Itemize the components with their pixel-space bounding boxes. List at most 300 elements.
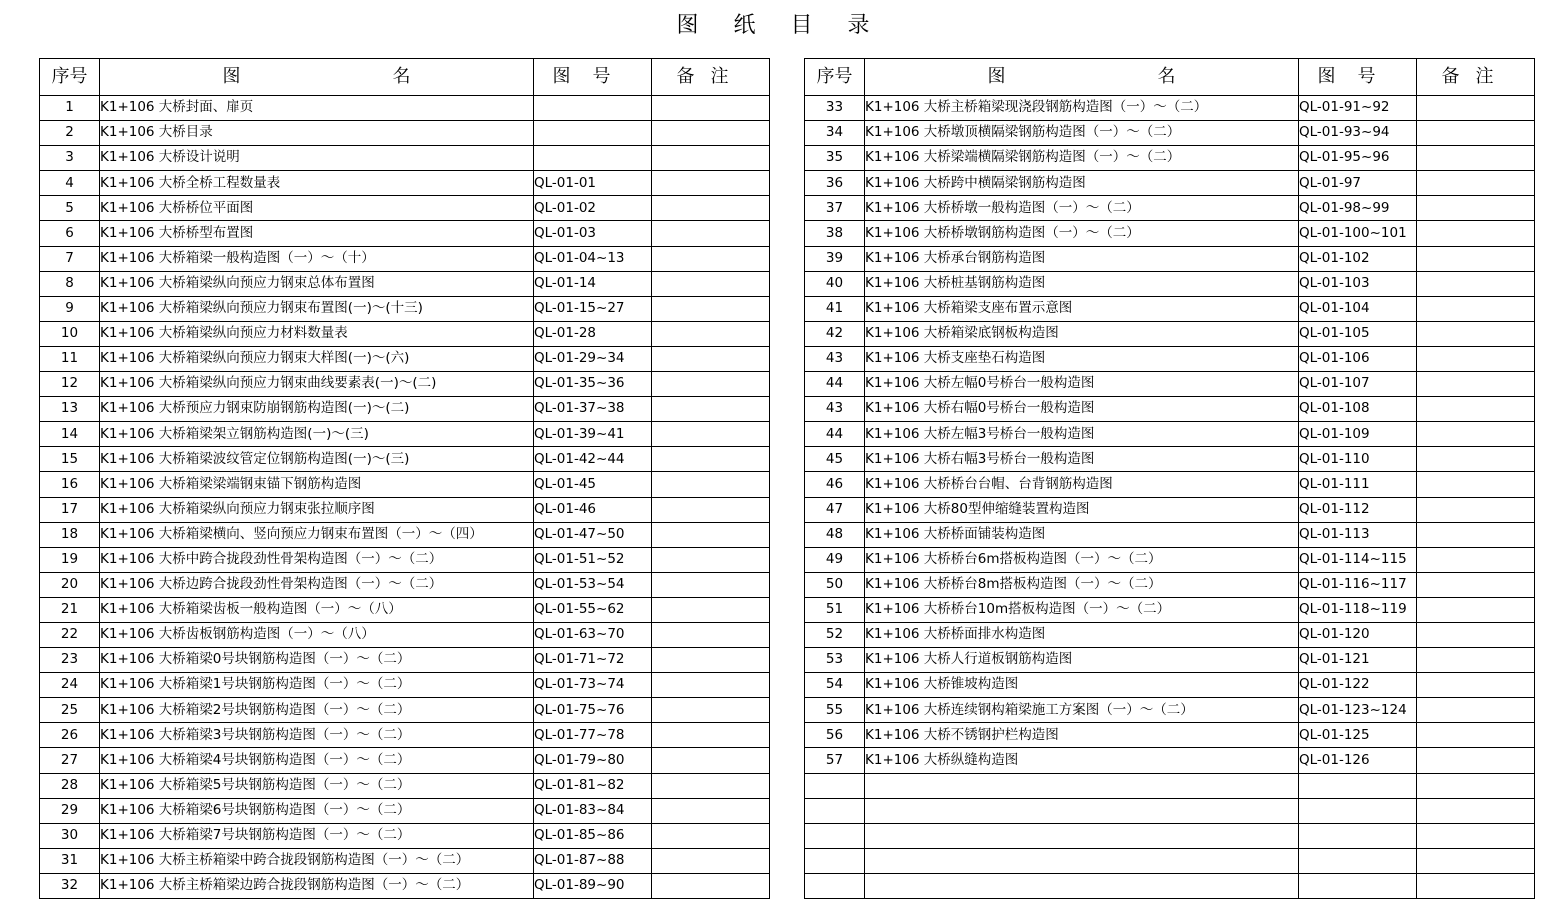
- row-number: 47: [805, 497, 865, 522]
- header-code: 图号: [534, 59, 652, 96]
- drawing-code: [1299, 823, 1417, 848]
- header-row: [805, 59, 1535, 96]
- drawing-note: [652, 622, 770, 647]
- drawing-code: QL-01-45: [534, 472, 652, 497]
- drawing-name: [865, 773, 1299, 798]
- table-row: [805, 823, 1535, 848]
- drawing-name: K1+106 大桥箱梁支座布置示意图: [865, 296, 1299, 321]
- table-row: [805, 572, 1535, 597]
- row-number: 55: [805, 698, 865, 723]
- row-number: 37: [805, 196, 865, 221]
- drawing-name: K1+106 大桥预应力钢束防崩钢筋构造图(一)～(二): [100, 397, 534, 422]
- drawing-note: [1417, 522, 1535, 547]
- table-row: [805, 497, 1535, 522]
- drawing-note: [652, 96, 770, 121]
- drawing-name: K1+106 大桥箱梁梁端钢束锚下钢筋构造图: [100, 472, 534, 497]
- drawing-name: K1+106 大桥目录: [100, 121, 534, 146]
- drawing-note: [652, 271, 770, 296]
- row-number: 42: [805, 321, 865, 346]
- row-number: [805, 773, 865, 798]
- drawing-name: K1+106 大桥箱梁纵向预应力钢束布置图(一)～(十三): [100, 296, 534, 321]
- table-row: [40, 397, 770, 422]
- catalog-table-left: [39, 58, 770, 899]
- table-row: [805, 597, 1535, 622]
- drawing-name: K1+106 大桥主桥箱梁现浇段钢筋构造图（一）～（二）: [865, 96, 1299, 121]
- drawing-note: [652, 572, 770, 597]
- row-number: 18: [40, 522, 100, 547]
- drawing-name: K1+106 大桥桥台8m搭板构造图（一）～（二）: [865, 572, 1299, 597]
- row-number: 19: [40, 547, 100, 572]
- table-row: [40, 171, 770, 196]
- drawing-note: [1417, 673, 1535, 698]
- drawing-code: QL-01-97: [1299, 171, 1417, 196]
- drawing-note: [1417, 823, 1535, 848]
- drawing-note: [1417, 246, 1535, 271]
- drawing-code: QL-01-42~44: [534, 447, 652, 472]
- row-number: 15: [40, 447, 100, 472]
- drawing-name: K1+106 大桥右幅3号桥台一般构造图: [865, 447, 1299, 472]
- table-row: [40, 221, 770, 246]
- drawing-name: K1+106 大桥桥墩一般构造图（一）～（二）: [865, 196, 1299, 221]
- drawing-code: QL-01-105: [1299, 321, 1417, 346]
- row-number: 2: [40, 121, 100, 146]
- drawing-note: [1417, 648, 1535, 673]
- drawing-name: K1+106 大桥箱梁7号块钢筋构造图（一）～（二）: [100, 823, 534, 848]
- drawing-note: [1417, 221, 1535, 246]
- drawing-note: [1417, 547, 1535, 572]
- drawing-code: QL-01-107: [1299, 372, 1417, 397]
- drawing-name: K1+106 大桥左幅3号桥台一般构造图: [865, 422, 1299, 447]
- drawing-name: [865, 873, 1299, 898]
- drawing-code: QL-01-04~13: [534, 246, 652, 271]
- drawing-note: [652, 121, 770, 146]
- drawing-name: K1+106 大桥不锈钢护栏构造图: [865, 723, 1299, 748]
- table-row: [40, 121, 770, 146]
- row-number: 43: [805, 397, 865, 422]
- header-code: 图号: [1299, 59, 1417, 96]
- drawing-code: QL-01-83~84: [534, 798, 652, 823]
- row-number: 24: [40, 673, 100, 698]
- table-row: [805, 622, 1535, 647]
- table-row: [805, 522, 1535, 547]
- row-number: 13: [40, 397, 100, 422]
- table-row: [805, 221, 1535, 246]
- drawing-code: [1299, 773, 1417, 798]
- drawing-code: [534, 96, 652, 121]
- drawing-note: [1417, 597, 1535, 622]
- drawing-name: K1+106 大桥设计说明: [100, 146, 534, 171]
- row-number: 49: [805, 547, 865, 572]
- row-number: 56: [805, 723, 865, 748]
- drawing-note: [1417, 296, 1535, 321]
- drawing-note: [652, 648, 770, 673]
- table-row: [805, 321, 1535, 346]
- drawing-code: QL-01-98~99: [1299, 196, 1417, 221]
- row-number: 54: [805, 673, 865, 698]
- drawing-note: [1417, 271, 1535, 296]
- drawing-code: QL-01-91~92: [1299, 96, 1417, 121]
- row-number: 44: [805, 422, 865, 447]
- drawing-code: QL-01-14: [534, 271, 652, 296]
- row-number: 5: [40, 196, 100, 221]
- drawing-note: [1417, 171, 1535, 196]
- drawing-note: [1417, 121, 1535, 146]
- table-row: [40, 372, 770, 397]
- table-row: [40, 823, 770, 848]
- drawing-name: K1+106 大桥支座垫石构造图: [865, 346, 1299, 371]
- drawing-code: QL-01-93~94: [1299, 121, 1417, 146]
- drawing-name: K1+106 大桥箱梁2号块钢筋构造图（一）～（二）: [100, 698, 534, 723]
- drawing-code: QL-01-85~86: [534, 823, 652, 848]
- drawing-name: K1+106 大桥箱梁1号块钢筋构造图（一）～（二）: [100, 673, 534, 698]
- table-row: [40, 798, 770, 823]
- drawing-note: [652, 422, 770, 447]
- drawing-name: [865, 798, 1299, 823]
- drawing-code: QL-01-79~80: [534, 748, 652, 773]
- header-note: 备注: [1417, 59, 1535, 96]
- row-number: 20: [40, 572, 100, 597]
- drawing-note: [1417, 572, 1535, 597]
- table-row: [805, 873, 1535, 898]
- drawing-name: [865, 848, 1299, 873]
- table-row: [40, 196, 770, 221]
- table-row: [805, 146, 1535, 171]
- row-number: 3: [40, 146, 100, 171]
- page-title: 图 纸 目 录: [676, 13, 884, 38]
- row-number: 52: [805, 622, 865, 647]
- drawing-code: QL-01-35~36: [534, 372, 652, 397]
- row-number: 32: [40, 873, 100, 898]
- drawing-code: QL-01-29~34: [534, 346, 652, 371]
- drawing-code: QL-01-01: [534, 171, 652, 196]
- table-row: [805, 698, 1535, 723]
- row-number: 36: [805, 171, 865, 196]
- table-row: [805, 121, 1535, 146]
- table-row: [805, 748, 1535, 773]
- row-number: 4: [40, 171, 100, 196]
- row-number: 29: [40, 798, 100, 823]
- drawing-name: K1+106 大桥墩顶横隔梁钢筋构造图（一）～（二）: [865, 121, 1299, 146]
- row-number: 41: [805, 296, 865, 321]
- drawing-note: [1417, 873, 1535, 898]
- row-number: 40: [805, 271, 865, 296]
- drawing-note: [652, 848, 770, 873]
- drawing-name: K1+106 大桥右幅0号桥台一般构造图: [865, 397, 1299, 422]
- drawing-code: QL-01-100~101: [1299, 221, 1417, 246]
- drawing-code: QL-01-106: [1299, 346, 1417, 371]
- drawing-code: QL-01-123~124: [1299, 698, 1417, 723]
- drawing-note: [652, 472, 770, 497]
- header-name: 图 名: [100, 59, 534, 96]
- table-row: [40, 622, 770, 647]
- table-row: [40, 271, 770, 296]
- drawing-name: K1+106 大桥箱梁一般构造图（一）～（十）: [100, 246, 534, 271]
- row-number: [805, 798, 865, 823]
- table-row: [805, 346, 1535, 371]
- row-number: 14: [40, 422, 100, 447]
- drawing-note: [652, 447, 770, 472]
- drawing-code: QL-01-109: [1299, 422, 1417, 447]
- table-row: [805, 848, 1535, 873]
- drawing-code: QL-01-120: [1299, 622, 1417, 647]
- table-row: [40, 547, 770, 572]
- drawing-code: QL-01-39~41: [534, 422, 652, 447]
- drawing-note: [652, 547, 770, 572]
- drawing-code: QL-01-108: [1299, 397, 1417, 422]
- drawing-note: [652, 773, 770, 798]
- drawing-note: [652, 321, 770, 346]
- drawing-note: [1417, 422, 1535, 447]
- row-number: 21: [40, 597, 100, 622]
- drawing-name: K1+106 大桥中跨合拢段劲性骨架构造图（一）～（二）: [100, 547, 534, 572]
- drawing-code: QL-01-81~82: [534, 773, 652, 798]
- drawing-name: K1+106 大桥箱梁纵向预应力钢束张拉顺序图: [100, 497, 534, 522]
- drawing-name: K1+106 大桥箱梁纵向预应力材料数量表: [100, 321, 534, 346]
- drawing-name: K1+106 大桥箱梁6号块钢筋构造图（一）～（二）: [100, 798, 534, 823]
- header-name: 图 名: [865, 59, 1299, 96]
- drawing-code: QL-01-46: [534, 497, 652, 522]
- table-row: [805, 96, 1535, 121]
- drawing-note: [1417, 773, 1535, 798]
- drawing-code: QL-01-37~38: [534, 397, 652, 422]
- drawing-name: K1+106 大桥桥台台帽、台背钢筋构造图: [865, 472, 1299, 497]
- drawing-note: [1417, 146, 1535, 171]
- drawing-note: [1417, 321, 1535, 346]
- drawing-name: K1+106 大桥桥台10m搭板构造图（一）～（二）: [865, 597, 1299, 622]
- drawing-name: K1+106 大桥箱梁纵向预应力钢束总体布置图: [100, 271, 534, 296]
- drawing-note: [652, 196, 770, 221]
- row-number: 11: [40, 346, 100, 371]
- table-row: [805, 723, 1535, 748]
- drawing-code: QL-01-03: [534, 221, 652, 246]
- drawing-name: K1+106 大桥封面、扉页: [100, 96, 534, 121]
- drawing-code: QL-01-114~115: [1299, 547, 1417, 572]
- drawing-code: QL-01-77~78: [534, 723, 652, 748]
- drawing-note: [1417, 848, 1535, 873]
- row-number: 57: [805, 748, 865, 773]
- table-row: [805, 798, 1535, 823]
- drawing-note: [652, 497, 770, 522]
- drawing-code: QL-01-122: [1299, 673, 1417, 698]
- drawing-name: K1+106 大桥桥面铺装构造图: [865, 522, 1299, 547]
- table-row: [805, 422, 1535, 447]
- drawing-note: [652, 698, 770, 723]
- drawing-name: K1+106 大桥纵缝构造图: [865, 748, 1299, 773]
- drawing-code: QL-01-125: [1299, 723, 1417, 748]
- drawing-name: K1+106 大桥箱梁纵向预应力钢束曲线要素表(一)～(二): [100, 372, 534, 397]
- row-number: 43: [805, 346, 865, 371]
- table-row: [805, 397, 1535, 422]
- drawing-note: [1417, 748, 1535, 773]
- table-row: [40, 748, 770, 773]
- drawing-code: [1299, 848, 1417, 873]
- row-number: 23: [40, 648, 100, 673]
- row-number: [805, 823, 865, 848]
- table-row: [40, 447, 770, 472]
- table-row: [40, 422, 770, 447]
- drawing-code: QL-01-121: [1299, 648, 1417, 673]
- row-number: 25: [40, 698, 100, 723]
- drawing-note: [1417, 622, 1535, 647]
- drawing-code: QL-01-95~96: [1299, 146, 1417, 171]
- drawing-code: QL-01-02: [534, 196, 652, 221]
- table-row: [805, 271, 1535, 296]
- drawing-code: QL-01-55~62: [534, 597, 652, 622]
- drawing-name: K1+106 大桥连续钢构箱梁施工方案图（一）～（二）: [865, 698, 1299, 723]
- table-row: [805, 196, 1535, 221]
- drawing-code: QL-01-111: [1299, 472, 1417, 497]
- drawing-note: [652, 171, 770, 196]
- drawing-name: K1+106 大桥边跨合拢段劲性骨架构造图（一）～（二）: [100, 572, 534, 597]
- table-row: [40, 597, 770, 622]
- row-number: 28: [40, 773, 100, 798]
- drawing-code: QL-01-113: [1299, 522, 1417, 547]
- row-number: 12: [40, 372, 100, 397]
- drawing-code: QL-01-102: [1299, 246, 1417, 271]
- drawing-code: QL-01-28: [534, 321, 652, 346]
- table-row: [805, 171, 1535, 196]
- row-number: 22: [40, 622, 100, 647]
- drawing-name: K1+106 大桥桥台6m搭板构造图（一）～（二）: [865, 547, 1299, 572]
- row-number: [805, 848, 865, 873]
- row-number: 26: [40, 723, 100, 748]
- drawing-note: [1417, 196, 1535, 221]
- table-row: [40, 673, 770, 698]
- drawing-name: K1+106 大桥箱梁横向、竖向预应力钢束布置图（一）～（四）: [100, 522, 534, 547]
- drawing-code: QL-01-73~74: [534, 673, 652, 698]
- row-number: 9: [40, 296, 100, 321]
- drawing-name: K1+106 大桥锥坡构造图: [865, 673, 1299, 698]
- row-number: 10: [40, 321, 100, 346]
- drawing-code: QL-01-112: [1299, 497, 1417, 522]
- drawing-name: [865, 823, 1299, 848]
- header-no: 序号: [40, 59, 100, 96]
- drawing-code: QL-01-103: [1299, 271, 1417, 296]
- table-row: [40, 648, 770, 673]
- table-row: [805, 447, 1535, 472]
- table-row: [805, 673, 1535, 698]
- table-row: [40, 848, 770, 873]
- drawing-name: K1+106 大桥桩基钢筋构造图: [865, 271, 1299, 296]
- row-number: 33: [805, 96, 865, 121]
- row-number: 6: [40, 221, 100, 246]
- table-row: [40, 246, 770, 271]
- table-row: [805, 648, 1535, 673]
- row-number: 30: [40, 823, 100, 848]
- drawing-code: QL-01-104: [1299, 296, 1417, 321]
- drawing-note: [652, 597, 770, 622]
- drawing-name: K1+106 大桥箱梁4号块钢筋构造图（一）～（二）: [100, 748, 534, 773]
- row-number: 53: [805, 648, 865, 673]
- table-row: [40, 723, 770, 748]
- drawing-name: K1+106 大桥齿板钢筋构造图（一）～（八）: [100, 622, 534, 647]
- row-number: 38: [805, 221, 865, 246]
- drawing-code: [1299, 798, 1417, 823]
- header-note: 备注: [652, 59, 770, 96]
- drawing-name: K1+106 大桥箱梁5号块钢筋构造图（一）～（二）: [100, 773, 534, 798]
- drawing-note: [652, 873, 770, 898]
- drawing-note: [1417, 397, 1535, 422]
- drawing-name: K1+106 大桥左幅0号桥台一般构造图: [865, 372, 1299, 397]
- drawing-note: [652, 221, 770, 246]
- drawing-note: [652, 372, 770, 397]
- table-row: [40, 572, 770, 597]
- drawing-note: [1417, 96, 1535, 121]
- header-no: 序号: [805, 59, 865, 96]
- row-number: 7: [40, 246, 100, 271]
- row-number: 46: [805, 472, 865, 497]
- table-row: [40, 472, 770, 497]
- drawing-code: QL-01-63~70: [534, 622, 652, 647]
- header-row: [40, 59, 770, 96]
- row-number: 50: [805, 572, 865, 597]
- drawing-note: [652, 673, 770, 698]
- table-row: [40, 698, 770, 723]
- table-row: [40, 146, 770, 171]
- drawing-note: [652, 346, 770, 371]
- table-row: [40, 346, 770, 371]
- drawing-name: K1+106 大桥桥墩钢筋构造图（一）～（二）: [865, 221, 1299, 246]
- row-number: 39: [805, 246, 865, 271]
- drawing-code: QL-01-71~72: [534, 648, 652, 673]
- drawing-code: [1299, 873, 1417, 898]
- drawing-note: [652, 748, 770, 773]
- table-row: [805, 296, 1535, 321]
- row-number: 1: [40, 96, 100, 121]
- drawing-note: [1417, 497, 1535, 522]
- drawing-code: QL-01-118~119: [1299, 597, 1417, 622]
- row-number: [805, 873, 865, 898]
- drawing-name: K1+106 大桥主桥箱梁中跨合拢段钢筋构造图（一）～（二）: [100, 848, 534, 873]
- drawing-name: K1+106 大桥箱梁纵向预应力钢束大样图(一)～(六): [100, 346, 534, 371]
- row-number: 48: [805, 522, 865, 547]
- drawing-code: QL-01-53~54: [534, 572, 652, 597]
- table-row: [805, 472, 1535, 497]
- catalog-table-right: [804, 58, 1535, 899]
- row-number: 35: [805, 146, 865, 171]
- drawing-name: K1+106 大桥箱梁架立钢筋构造图(一)～(三): [100, 422, 534, 447]
- drawing-name: K1+106 大桥全桥工程数量表: [100, 171, 534, 196]
- drawing-code: QL-01-51~52: [534, 547, 652, 572]
- drawing-note: [652, 246, 770, 271]
- table-row: [40, 497, 770, 522]
- drawing-name: K1+106 大桥主桥箱梁边跨合拢段钢筋构造图（一）～（二）: [100, 873, 534, 898]
- drawing-note: [652, 522, 770, 547]
- drawing-name: K1+106 大桥箱梁3号块钢筋构造图（一）～（二）: [100, 723, 534, 748]
- drawing-name: K1+106 大桥箱梁波纹管定位钢筋构造图(一)～(三): [100, 447, 534, 472]
- row-number: 45: [805, 447, 865, 472]
- row-number: 17: [40, 497, 100, 522]
- drawing-name: K1+106 大桥承台钢筋构造图: [865, 246, 1299, 271]
- row-number: 34: [805, 121, 865, 146]
- row-number: 27: [40, 748, 100, 773]
- drawing-name: K1+106 大桥箱梁齿板一般构造图（一）～（八）: [100, 597, 534, 622]
- drawing-note: [652, 723, 770, 748]
- drawing-note: [1417, 472, 1535, 497]
- row-number: 44: [805, 372, 865, 397]
- drawing-name: K1+106 大桥人行道板钢筋构造图: [865, 648, 1299, 673]
- drawing-name: K1+106 大桥80型伸缩缝装置构造图: [865, 497, 1299, 522]
- drawing-note: [1417, 798, 1535, 823]
- drawing-code: QL-01-87~88: [534, 848, 652, 873]
- table-row: [40, 773, 770, 798]
- row-number: 51: [805, 597, 865, 622]
- drawing-code: [534, 146, 652, 171]
- table-row: [805, 547, 1535, 572]
- table-row: [40, 321, 770, 346]
- table-row: [40, 96, 770, 121]
- table-row: [805, 372, 1535, 397]
